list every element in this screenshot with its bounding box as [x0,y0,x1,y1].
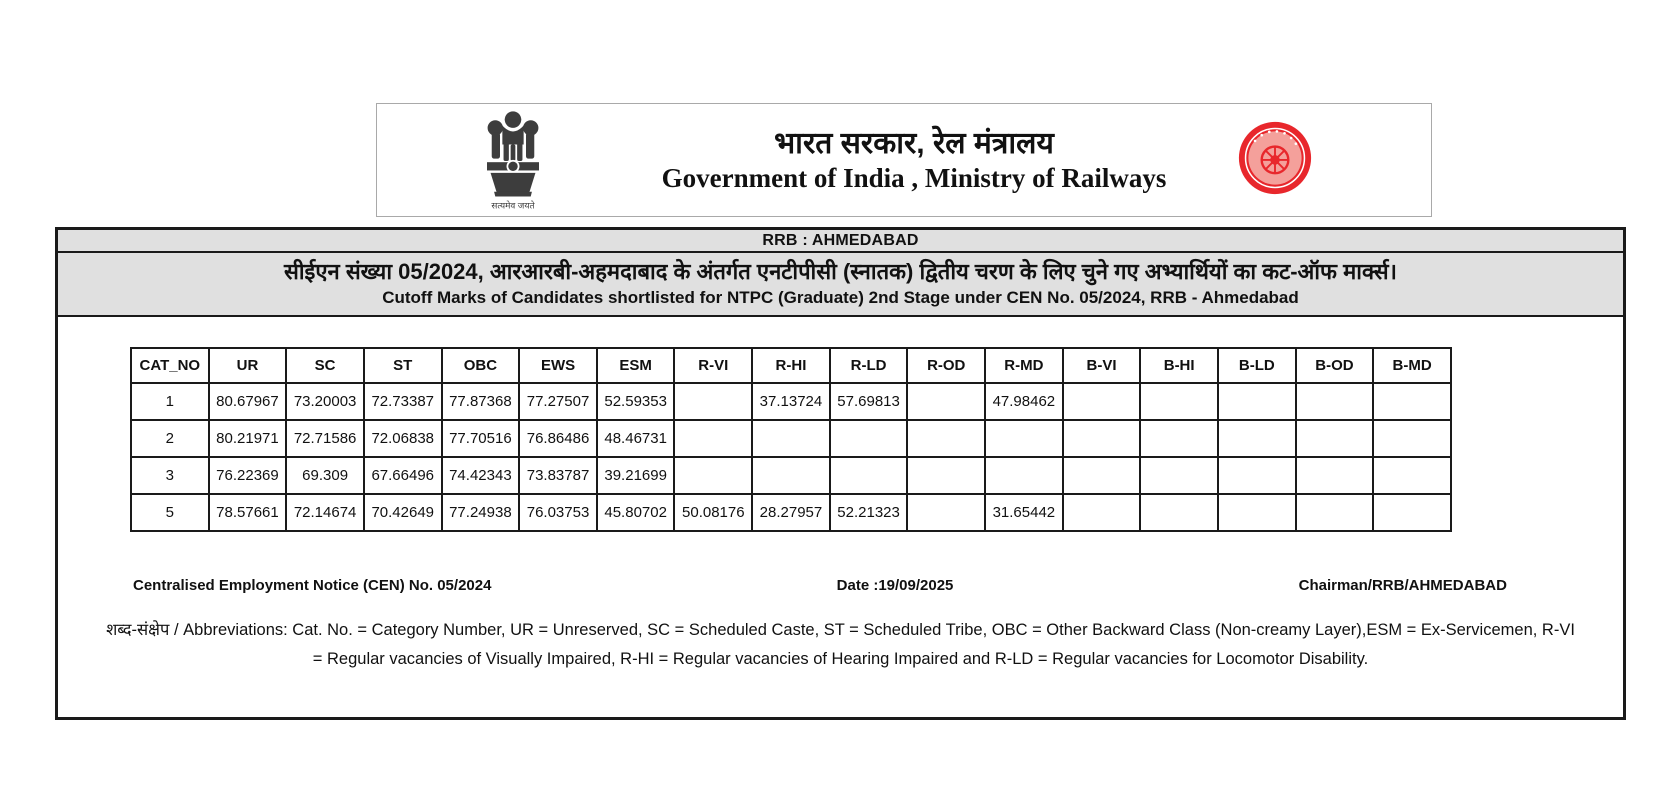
subtitle-hindi: सीईएन संख्या 05/2024, आरआरबी-अहमदाबाद के अंतर्गत एनटीपीसी (स्नातक) द्वितीय चरण के लिए चुने गए अभ्यार्थियों का कट-ऑफ मार्क्स। [283,259,1398,284]
table-cell: 28.27957 [752,494,830,531]
table-cell: 72.73387 [364,383,442,420]
table-cell: 70.42649 [364,494,442,531]
table-row [131,383,1451,420]
table-cell: 72.06838 [364,420,442,457]
column-header: UR [209,348,287,383]
column-header: OBC [442,348,520,383]
table-cell: 31.65442 [985,494,1063,531]
cutoff-table-body [131,383,1451,531]
table-cell: 3 [131,457,209,494]
table-cell [1296,494,1374,531]
table-cell [1140,420,1218,457]
column-header: SC [286,348,364,383]
table-cell [830,420,908,457]
table-cell: 39.21699 [597,457,675,494]
table-cell: 5 [131,494,209,531]
table-cell [1218,457,1296,494]
table-cell: 48.46731 [597,420,675,457]
table-cell: 2 [131,420,209,457]
table-cell [1218,383,1296,420]
column-header: ESM [597,348,675,383]
table-cell [1373,457,1451,494]
table-cell: 77.24938 [442,494,520,531]
abbreviations-line-2: = Regular vacancies of Visually Impaired, R-HI = Regular vacancies of Hearing Impaired and R-LD = Regular vacancies for Locomotor Disability. [312,650,1369,668]
table-cell: 50.08176 [674,494,752,531]
abbreviations-line-1: शब्द-संक्षेप / Abbreviations: Cat. No. = Category Number, UR = Unreserved, SC = Scheduled Caste, ST = Scheduled Tribe, OBC = Other Backward Class (Non-creamy Layer),ESM = Ex-Servicemen, R-VI [106,621,1575,639]
table-cell [752,420,830,457]
table-cell [1140,457,1218,494]
table-cell [907,420,985,457]
table-cell [752,457,830,494]
table-cell [1296,383,1374,420]
table-cell: 80.67967 [209,383,287,420]
table-cell: 77.87368 [442,383,520,420]
table-cell [1373,420,1451,457]
letterhead-hindi-title: भारत सरकार, रेल मंत्रालय [774,126,1054,160]
table-cell: 57.69813 [830,383,908,420]
table-cell [1218,494,1296,531]
table-row [131,420,1451,457]
date-text: Date :19/09/2025 [836,577,954,594]
notice-box [55,227,1626,720]
column-header: EWS [519,348,597,383]
table-cell [985,457,1063,494]
table-cell [985,420,1063,457]
subtitle-english: Cutoff Marks of Candidates shortlisted for NTPC (Graduate) 2nd Stage under CEN No. 05/2024, RRB - Ahmedabad [382,288,1299,307]
table-cell [1373,383,1451,420]
table-cell [1296,457,1374,494]
column-header: R-OD [907,348,985,383]
table-cell [1140,494,1218,531]
table-cell [1373,494,1451,531]
column-header: R-MD [985,348,1063,383]
letterhead-titles [577,104,1251,216]
table-cell: 47.98462 [985,383,1063,420]
table-cell [907,383,985,420]
signature-text: Chairman/RRB/AHMEDABAD [1298,577,1507,594]
table-row [131,494,1451,531]
table-cell: 1 [131,383,209,420]
table-cell: 73.20003 [286,383,364,420]
table-cell: 80.21971 [209,420,287,457]
table-cell [1218,420,1296,457]
table-cell: 52.21323 [830,494,908,531]
table-cell [1063,457,1141,494]
board-title: RRB : AHMEDABAD [762,232,919,249]
table-cell: 72.14674 [286,494,364,531]
emblem-motto: सत्यमेव जयते [491,200,535,211]
column-header: B-OD [1296,348,1374,383]
table-cell: 78.57661 [209,494,287,531]
table-cell [1140,383,1218,420]
table-cell [674,420,752,457]
abbreviations-block [58,616,1623,674]
table-cell: 69.309 [286,457,364,494]
table-cell: 76.03753 [519,494,597,531]
table-cell: 45.80702 [597,494,675,531]
column-header: B-HI [1140,348,1218,383]
column-header: R-VI [674,348,752,383]
letterhead-box [376,103,1432,217]
column-header: R-LD [830,348,908,383]
table-cell [1063,420,1141,457]
table-cell [1296,420,1374,457]
cutoff-table-head [131,348,1451,383]
table-cell: 72.71586 [286,420,364,457]
table-cell [1063,494,1141,531]
table-cell: 37.13724 [752,383,830,420]
header-row [131,348,1451,383]
column-header: ST [364,348,442,383]
column-header: B-LD [1218,348,1296,383]
table-cell: 52.59353 [597,383,675,420]
footer-row [133,577,1507,594]
table-cell: 74.42343 [442,457,520,494]
table-cell [907,494,985,531]
board-title-band [58,230,1623,253]
table-cell: 76.22369 [209,457,287,494]
column-header: B-VI [1063,348,1141,383]
subtitle-band [58,253,1623,317]
table-cell [907,457,985,494]
table-cell: 77.27507 [519,383,597,420]
column-header: B-MD [1373,348,1451,383]
column-header: R-HI [752,348,830,383]
letterhead-english-title: Government of India , Ministry of Railways [661,162,1167,193]
table-row [131,457,1451,494]
cutoff-table [130,347,1452,532]
column-header: CAT_NO [131,348,209,383]
cen-notice-text: Centralised Employment Notice (CEN) No. 05/2024 [133,577,492,594]
table-cell [1063,383,1141,420]
table-cell: 73.83787 [519,457,597,494]
table-cell [674,383,752,420]
table-cell [674,457,752,494]
indian-railways-logo-icon [1237,120,1313,196]
table-cell [830,457,908,494]
table-cell: 77.70516 [442,420,520,457]
table-cell: 67.66496 [364,457,442,494]
india-state-emblem-icon [473,108,553,214]
table-cell: 76.86486 [519,420,597,457]
